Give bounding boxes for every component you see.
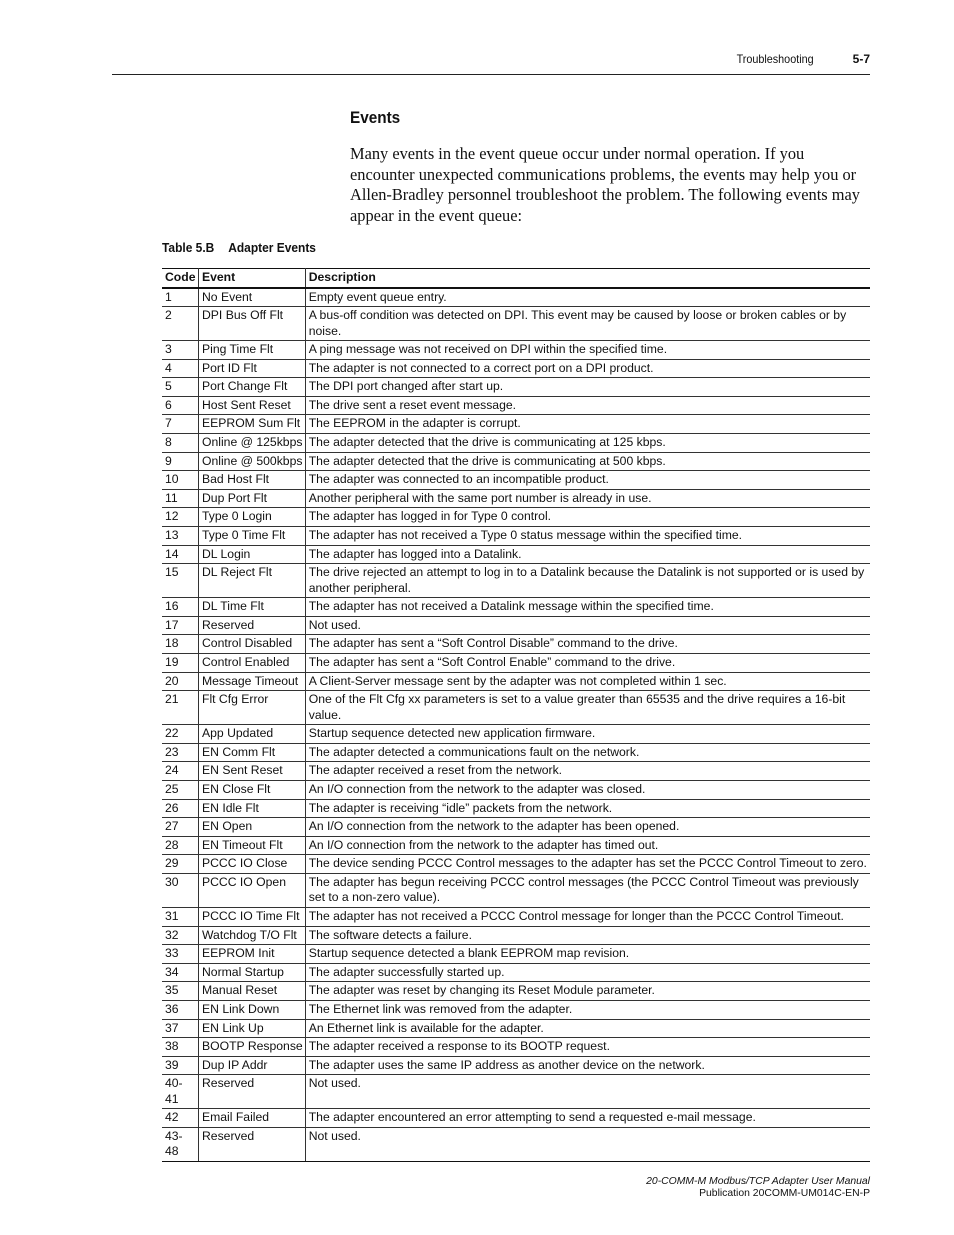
event-code: 33 — [162, 945, 199, 964]
event-code: 8 — [162, 434, 199, 453]
event-code: 38 — [162, 1038, 199, 1057]
table-row — [162, 598, 870, 617]
page-number: 5-7 — [852, 52, 870, 66]
event-name: Control Enabled — [199, 654, 306, 673]
table-caption — [162, 240, 316, 255]
event-description: Empty event queue entry. — [305, 288, 870, 307]
table-row — [162, 873, 870, 907]
event-description: The adapter detected a communications fault on the network. — [305, 743, 870, 762]
event-code: 3 — [162, 341, 199, 360]
event-description: The drive rejected an attempt to log in to a Datalink because the Datalink is not supported or is used by another peripheral. — [305, 564, 870, 598]
event-code: 2 — [162, 307, 199, 341]
event-code: 22 — [162, 725, 199, 744]
page-footer — [646, 1176, 870, 1200]
event-code: 30 — [162, 873, 199, 907]
table-row — [162, 545, 870, 564]
event-name: Port Change Flt — [199, 378, 306, 397]
event-description: The adapter has not received a Type 0 status message within the specified time. — [305, 527, 870, 546]
event-name: Flt Cfg Error — [199, 691, 306, 725]
table-header-row — [162, 269, 870, 288]
table-row — [162, 307, 870, 341]
event-description: The adapter has not received a PCCC Control message for longer than the PCCC Control Timeout. — [305, 907, 870, 926]
event-name: Port ID Flt — [199, 359, 306, 378]
table-row — [162, 818, 870, 837]
table-row — [162, 635, 870, 654]
column-header-event: Event — [199, 269, 306, 288]
event-name: Dup IP Addr — [199, 1056, 306, 1075]
event-description: The adapter was connected to an incompatible product. — [305, 471, 870, 490]
table-caption-title: Adapter Events — [228, 240, 316, 255]
event-name: EN Close Flt — [199, 780, 306, 799]
event-name: DL Reject Flt — [199, 564, 306, 598]
event-name: Reserved — [199, 616, 306, 635]
event-description: The adapter received a response to its BOOTP request. — [305, 1038, 870, 1057]
event-name: Message Timeout — [199, 672, 306, 691]
table-row — [162, 378, 870, 397]
event-name: EEPROM Sum Flt — [199, 415, 306, 434]
event-code: 4 — [162, 359, 199, 378]
intro-paragraph: Many events in the event queue occur under normal operation. If you encounter unexpected communications problems, the events may help you or Allen-Bradley personnel troubleshoot the problem. The following events may appear in the event queue: — [350, 144, 860, 225]
event-name: Manual Reset — [199, 982, 306, 1001]
event-name: PCCC IO Open — [199, 873, 306, 907]
table-row — [162, 341, 870, 360]
event-code: 32 — [162, 926, 199, 945]
event-description: An I/O connection from the network to the adapter was closed. — [305, 780, 870, 799]
event-name: Ping Time Flt — [199, 341, 306, 360]
event-description: An I/O connection from the network to the adapter has timed out. — [305, 836, 870, 855]
event-code: 17 — [162, 616, 199, 635]
table-row — [162, 396, 870, 415]
section-heading: Events — [350, 108, 401, 127]
table-body — [162, 288, 870, 1162]
event-description: A Client-Server message sent by the adapter was not completed within 1 sec. — [305, 672, 870, 691]
event-code: 21 — [162, 691, 199, 725]
table-row — [162, 836, 870, 855]
event-code: 43-48 — [162, 1127, 199, 1161]
event-code: 26 — [162, 799, 199, 818]
event-name: Reserved — [199, 1075, 306, 1109]
event-code: 5 — [162, 378, 199, 397]
event-description: The adapter has begun receiving PCCC control messages (the PCCC Control Timeout was previously set to a non-zero value). — [305, 873, 870, 907]
table-row — [162, 855, 870, 874]
event-code: 29 — [162, 855, 199, 874]
event-name: BOOTP Response — [199, 1038, 306, 1057]
event-code: 23 — [162, 743, 199, 762]
event-code: 6 — [162, 396, 199, 415]
table-caption-number: Table 5.B — [162, 240, 215, 255]
event-name: Dup Port Flt — [199, 489, 306, 508]
event-code: 7 — [162, 415, 199, 434]
table-row — [162, 616, 870, 635]
event-description: The adapter has not received a Datalink message within the specified time. — [305, 598, 870, 617]
adapter-events-table — [162, 268, 870, 1162]
event-name: App Updated — [199, 725, 306, 744]
event-code: 42 — [162, 1109, 199, 1128]
table-row — [162, 471, 870, 490]
event-code: 34 — [162, 963, 199, 982]
event-name: Normal Startup — [199, 963, 306, 982]
table-row — [162, 527, 870, 546]
table-row — [162, 452, 870, 471]
event-code: 27 — [162, 818, 199, 837]
event-name: DL Time Flt — [199, 598, 306, 617]
table-row — [162, 359, 870, 378]
event-name: EN Link Down — [199, 1000, 306, 1019]
event-name: Bad Host Flt — [199, 471, 306, 490]
event-description: Not used. — [305, 1127, 870, 1161]
event-code: 24 — [162, 762, 199, 781]
event-code: 25 — [162, 780, 199, 799]
table-row — [162, 1056, 870, 1075]
event-name: Online @ 125kbps — [199, 434, 306, 453]
footer-publication: Publication 20COMM-UM014C-EN-P — [699, 1188, 870, 1199]
event-description: The DPI port changed after start up. — [305, 378, 870, 397]
event-name: Reserved — [199, 1127, 306, 1161]
event-description: The adapter is not connected to a correct port on a DPI product. — [305, 359, 870, 378]
event-name: Email Failed — [199, 1109, 306, 1128]
event-name: Host Sent Reset — [199, 396, 306, 415]
event-description: Not used. — [305, 616, 870, 635]
table-row — [162, 489, 870, 508]
event-description: The adapter detected that the drive is communicating at 125 kbps. — [305, 434, 870, 453]
event-description: The device sending PCCC Control messages to the adapter has set the PCCC Control Timeout to zero. — [305, 855, 870, 874]
table-row — [162, 1000, 870, 1019]
event-name: DL Login — [199, 545, 306, 564]
event-name: EN Timeout Flt — [199, 836, 306, 855]
event-description: The adapter detected that the drive is communicating at 500 kbps. — [305, 452, 870, 471]
event-description: A ping message was not received on DPI within the specified time. — [305, 341, 870, 360]
header-rule — [112, 74, 870, 75]
event-description: The software detects a failure. — [305, 926, 870, 945]
event-description: A bus-off condition was detected on DPI. This event may be caused by loose or broken cables or by noise. — [305, 307, 870, 341]
event-code: 37 — [162, 1019, 199, 1038]
table-row — [162, 1127, 870, 1161]
event-description: The adapter received a reset from the network. — [305, 762, 870, 781]
table-row — [162, 799, 870, 818]
event-code: 15 — [162, 564, 199, 598]
event-description: The adapter is receiving “idle” packets from the network. — [305, 799, 870, 818]
table-row — [162, 654, 870, 673]
event-code: 39 — [162, 1056, 199, 1075]
event-name: EN Sent Reset — [199, 762, 306, 781]
event-name: Watchdog T/O Flt — [199, 926, 306, 945]
event-code: 31 — [162, 907, 199, 926]
footer-manual-title: 20-COMM-M Modbus/TCP Adapter User Manual — [646, 1176, 870, 1187]
event-description: The adapter has sent a “Soft Control Disable” command to the drive. — [305, 635, 870, 654]
header-section-title: Troubleshooting — [736, 52, 814, 66]
event-name: EN Comm Flt — [199, 743, 306, 762]
table-row — [162, 508, 870, 527]
event-code: 20 — [162, 672, 199, 691]
event-description: The adapter successfully started up. — [305, 963, 870, 982]
page-header — [0, 52, 954, 76]
event-code: 11 — [162, 489, 199, 508]
event-description: The EEPROM in the adapter is corrupt. — [305, 415, 870, 434]
event-code: 10 — [162, 471, 199, 490]
table-row — [162, 945, 870, 964]
event-description: The adapter has sent a “Soft Control Enable” command to the drive. — [305, 654, 870, 673]
table-row — [162, 1019, 870, 1038]
table-row — [162, 1075, 870, 1109]
event-name: Type 0 Time Flt — [199, 527, 306, 546]
table-row — [162, 1109, 870, 1128]
table-row — [162, 963, 870, 982]
event-description: The adapter was reset by changing its Reset Module parameter. — [305, 982, 870, 1001]
table-row — [162, 982, 870, 1001]
event-code: 19 — [162, 654, 199, 673]
event-code: 36 — [162, 1000, 199, 1019]
event-name: No Event — [199, 288, 306, 307]
event-name: PCCC IO Time Flt — [199, 907, 306, 926]
event-code: 13 — [162, 527, 199, 546]
table-row — [162, 725, 870, 744]
event-description: An Ethernet link is available for the adapter. — [305, 1019, 870, 1038]
event-code: 35 — [162, 982, 199, 1001]
table-row — [162, 1038, 870, 1057]
table-row — [162, 691, 870, 725]
event-description: The drive sent a reset event message. — [305, 396, 870, 415]
event-name: EN Link Up — [199, 1019, 306, 1038]
column-header-code: Code — [162, 269, 199, 288]
event-description: The adapter has logged into a Datalink. — [305, 545, 870, 564]
table-row — [162, 672, 870, 691]
event-description: The adapter has logged in for Type 0 control. — [305, 508, 870, 527]
event-name: DPI Bus Off Flt — [199, 307, 306, 341]
event-code: 40-41 — [162, 1075, 199, 1109]
table-row — [162, 762, 870, 781]
table-row — [162, 288, 870, 307]
event-description: An I/O connection from the network to the adapter has been opened. — [305, 818, 870, 837]
event-name: Online @ 500kbps — [199, 452, 306, 471]
table-row — [162, 926, 870, 945]
event-code: 9 — [162, 452, 199, 471]
event-code: 28 — [162, 836, 199, 855]
table-row — [162, 907, 870, 926]
event-description: The adapter uses the same IP address as another device on the network. — [305, 1056, 870, 1075]
event-code: 1 — [162, 288, 199, 307]
event-description: Another peripheral with the same port number is already in use. — [305, 489, 870, 508]
event-description: Not used. — [305, 1075, 870, 1109]
event-name: Type 0 Login — [199, 508, 306, 527]
event-description: Startup sequence detected new application firmware. — [305, 725, 870, 744]
table-row — [162, 564, 870, 598]
table-row — [162, 434, 870, 453]
event-description: One of the Flt Cfg xx parameters is set to a value greater than 65535 and the drive requires a 16-bit value. — [305, 691, 870, 725]
table-row — [162, 780, 870, 799]
event-code: 14 — [162, 545, 199, 564]
event-name: Control Disabled — [199, 635, 306, 654]
event-code: 12 — [162, 508, 199, 527]
event-name: PCCC IO Close — [199, 855, 306, 874]
event-code: 18 — [162, 635, 199, 654]
event-description: The Ethernet link was removed from the adapter. — [305, 1000, 870, 1019]
event-name: EEPROM Init — [199, 945, 306, 964]
table-row — [162, 415, 870, 434]
table-row — [162, 743, 870, 762]
event-name: EN Open — [199, 818, 306, 837]
event-description: Startup sequence detected a blank EEPROM map revision. — [305, 945, 870, 964]
event-name: EN Idle Flt — [199, 799, 306, 818]
column-header-description: Description — [305, 269, 870, 288]
event-code: 16 — [162, 598, 199, 617]
event-description: The adapter encountered an error attempting to send a requested e-mail message. — [305, 1109, 870, 1128]
